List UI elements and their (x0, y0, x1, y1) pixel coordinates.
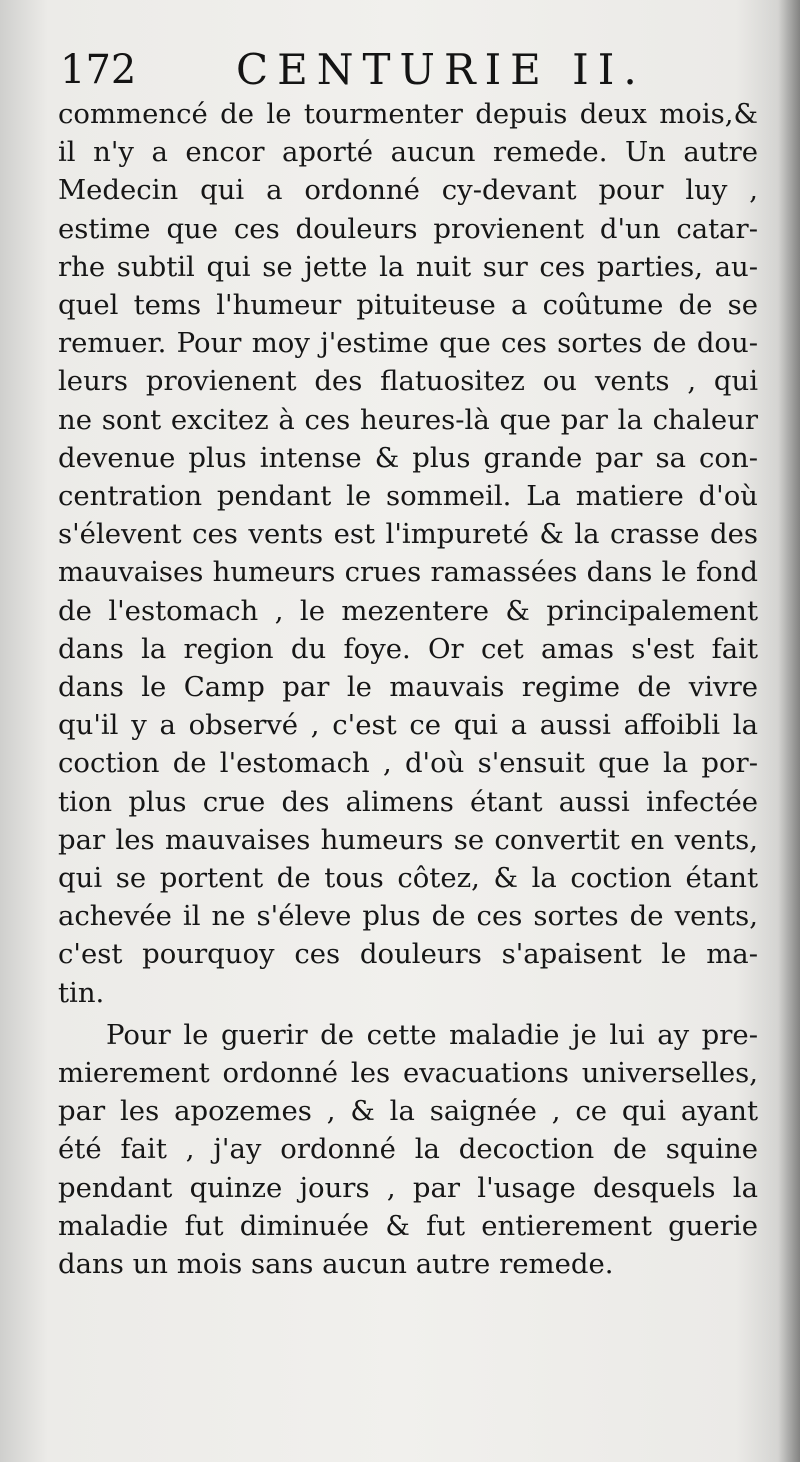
paragraph-2 (58, 1016, 758, 1283)
text-line: tin. (58, 976, 105, 1009)
text-line: par les apozemes , & la saignée , ce qui ayant (58, 1095, 758, 1128)
text-line: il n'y a encor aporté aucun remede. Un autre (58, 136, 758, 169)
text-line: coction de l'estomach , d'où s'ensuit que la por- (58, 747, 758, 780)
page-header (60, 42, 760, 98)
text-line: s'élevent ces vents est l'impureté & la crasse des (58, 518, 758, 551)
text-line: Pour le guerir de cette maladie je lui ay pre- (106, 1018, 758, 1051)
text-line: mauvaises humeurs crues ramassées dans le fond (58, 556, 758, 589)
text-line: quel tems l'humeur pituiteuse a coûtume de se (58, 289, 758, 322)
text-line: devenue plus intense & plus grande par sa con- (58, 441, 758, 474)
page-number: 172 (60, 47, 137, 93)
text-line: ne sont excitez à ces heures-là que par la chaleur (58, 403, 758, 436)
text-line: été fait , j'ay ordonné la decoction de squine (58, 1133, 758, 1166)
text-line: mierement ordonné les evacuations universelles, (58, 1057, 758, 1090)
text-line: achevée il ne s'éleve plus de ces sortes de vents, (58, 900, 758, 933)
page-edge-shadow (778, 0, 800, 1462)
running-head: CENTURIE II. (236, 45, 646, 94)
text-line: dans le Camp par le mauvais regime de vivre (58, 671, 758, 704)
text-line: de l'estomach , le mezentere & principalement (58, 594, 758, 627)
text-line: Medecin qui a ordonné cy-devant pour luy , (58, 174, 758, 207)
text-line: tion plus crue des alimens étant aussi infectée (58, 785, 758, 818)
text-line: qui se portent de tous côtez, & la coction étant (58, 862, 758, 895)
text-line: dans la region du foye. Or cet amas s'est fait (58, 632, 758, 665)
text-line: c'est pourquoy ces douleurs s'apaisent le ma- (58, 938, 758, 971)
text-line: centration pendant le sommeil. La matiere d'où (58, 480, 758, 513)
text-line: rhe subtil qui se jette la nuit sur ces parties, au- (58, 250, 758, 283)
text-line: pendant quinze jours , par l'usage desquels la (58, 1171, 758, 1204)
text-line: par les mauvaises humeurs se convertit en vents, (58, 823, 758, 856)
text-line: remuer. Pour moy j'estime que ces sortes de dou- (58, 327, 758, 360)
body-text (58, 95, 758, 1283)
text-line: maladie fut diminuée & fut entierement guerie (58, 1209, 758, 1242)
text-line: commencé de le tourmenter depuis deux mois,& (58, 98, 758, 130)
text-line: dans un mois sans aucun autre remede. (58, 1248, 614, 1281)
text-line: estime que ces douleurs provienent d'un catar- (58, 212, 758, 245)
paragraph-1 (58, 95, 758, 1012)
text-line: qu'il y a observé , c'est ce qui a aussi affoibli la (58, 709, 758, 742)
text-line: leurs provienent des flatuositez ou vents , qui (58, 365, 758, 398)
